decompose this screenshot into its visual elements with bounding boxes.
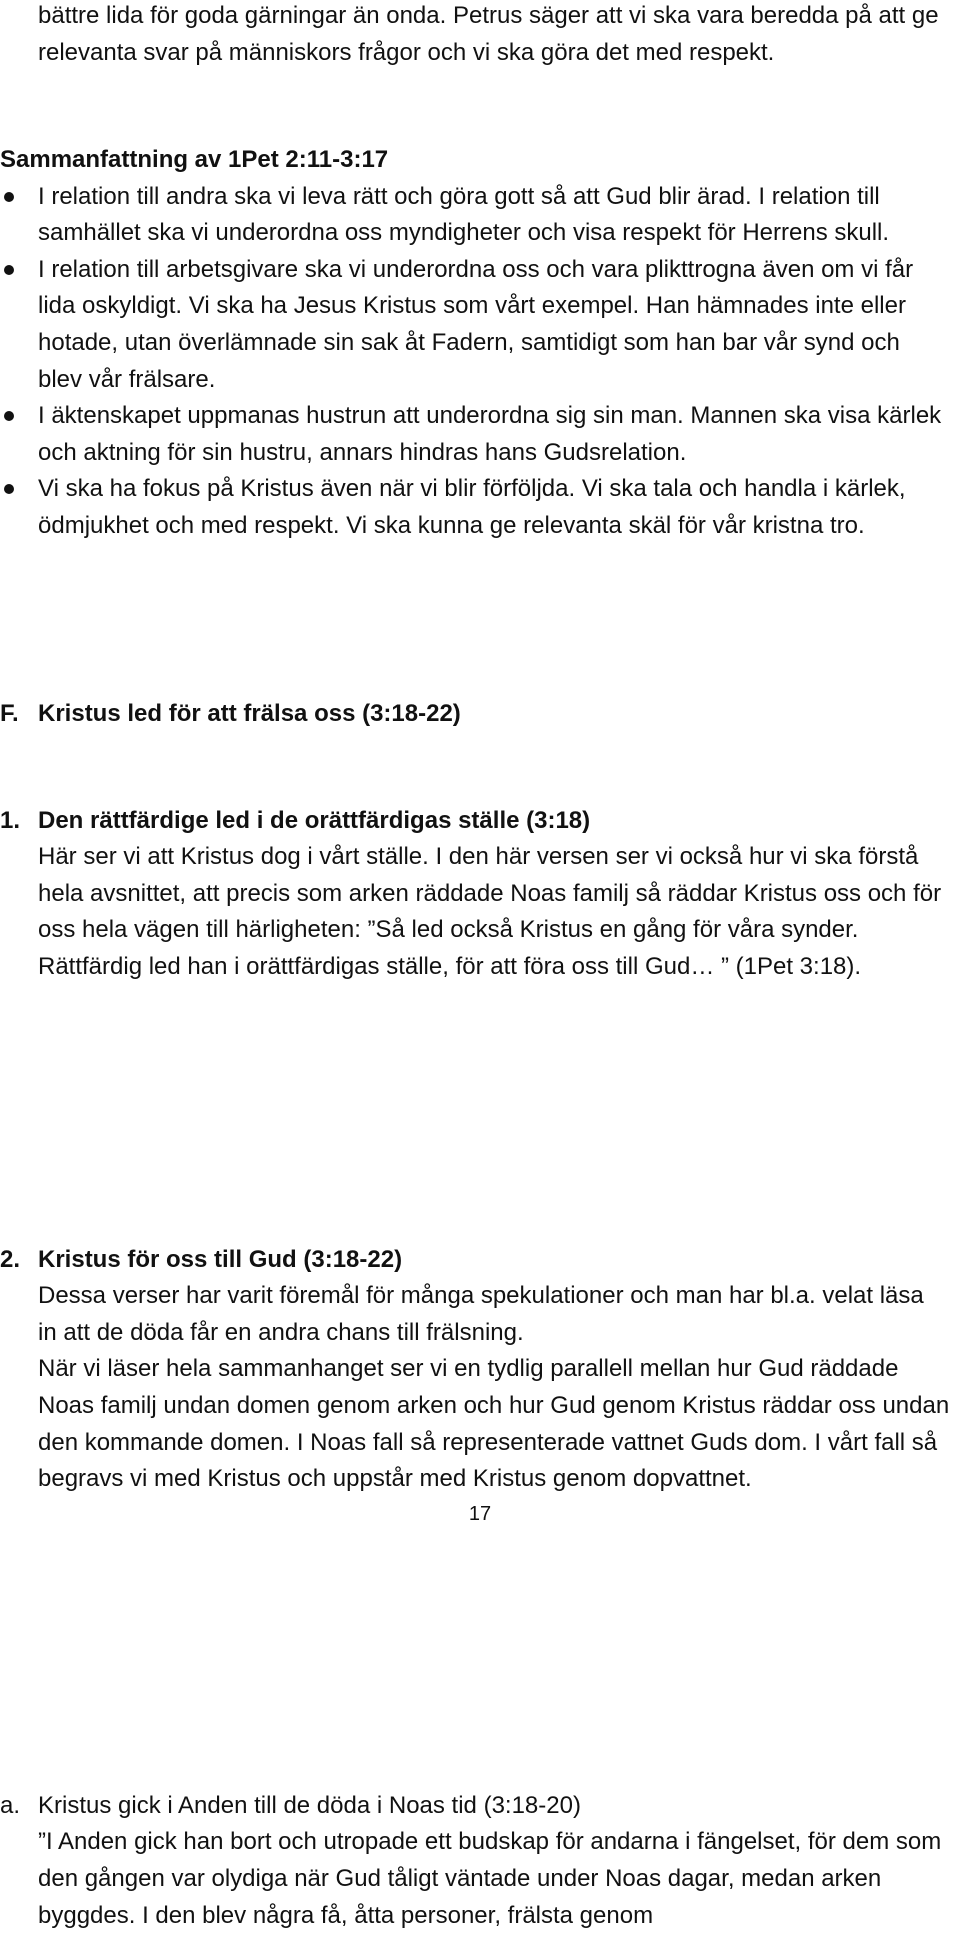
bullet-text: I relation till arbetsgivare ska vi underordna oss och vara plikttrogna även om vi får lida oskyldigt. Vi ska ha Jesus Kristus som vårt exempel. Han hämnades inte eller hotade, utan överlämnade sin sak åt Fadern, samtidigt som han bar vår synd och blev vår frälsare. — [38, 255, 914, 393]
summary-bullet — [0, 252, 960, 398]
bullet-text: I äktenskapet uppmanas hustrun att underordna sig sin man. Mannen ska visa kärlek och aktning för sin hustru, annars hindras hans Gudsrelation. — [38, 402, 942, 466]
item-body: ”I Anden gick han bort och utropade ett budskap för andarna i fängelset, för dem som den gången var olydiga när Gud tåligt väntade under Noas dagar, medan arken byggdes. I den blev några få, åtta personer, frälsta genom — [38, 1828, 942, 1929]
item-title: Kristus gick i Anden till de döda i Noas tid (3:18-20) — [38, 1791, 581, 1819]
intro-paragraph: bättre lida för goda gärningar än onda. Petrus säger att vi ska vara beredda på att ge relevanta svar på människors frågor och vi ska göra det med respekt. — [38, 2, 939, 66]
item-a — [0, 1788, 960, 1934]
item-marker: a. — [0, 1791, 21, 1819]
intro-section — [0, 0, 960, 71]
summary-bullet — [0, 179, 960, 252]
section-marker: F. — [0, 700, 19, 727]
summary-heading: Sammanfattning av 1Pet 2:11-3:17 — [0, 146, 389, 173]
item-body: Dessa verser har varit föremål för många spekulationer och man har bl.a. velat läsa in att de döda får en andra chans till frälsning. — [38, 1282, 924, 1346]
bullet-text: I relation till andra ska vi leva rätt och göra gott så att Gud blir ärad. I relation till samhället ska vi underordna oss myndigheter och visa respekt för Herrens skull. — [38, 182, 890, 247]
item-1 — [0, 803, 960, 986]
summary-bullet — [0, 471, 960, 544]
item-title: Den rättfärdige led i de orättfärdigas ställe (3:18) — [38, 806, 591, 834]
bullet-icon — [4, 192, 14, 202]
item-2 — [0, 1242, 960, 1498]
bullet-text: Vi ska ha fokus på Kristus även när vi blir förföljda. Vi ska tala och handla i kärlek, ödmjukhet och med respekt. Vi ska kunna ge relevanta skäl för vår kristna tro. — [38, 475, 906, 539]
item-title: Kristus för oss till Gud (3:18-22) — [38, 1245, 403, 1273]
item-body: Här ser vi att Kristus dog i vårt ställe. I den här versen ser vi också hur vi ska förstå hela avsnittet, att precis som arken räddade Noas familj så räddar Kristus oss och för oss hela vägen till härligheten: ”Så led också Kristus en gång för våra synder. Rättfärdig led han i orättfärdigas ställe, för att föra oss till Gud… ” (1Pet 3:18). — [38, 843, 942, 980]
item-marker: 1. — [0, 806, 21, 834]
summary-section — [0, 142, 960, 545]
page-number: 17 — [468, 1503, 492, 1525]
item-marker: 2. — [0, 1245, 21, 1273]
section-f — [0, 696, 960, 733]
summary-bullet — [0, 398, 960, 471]
section-title: Kristus led för att frälsa oss (3:18-22) — [38, 700, 461, 727]
bullet-icon — [4, 265, 14, 275]
item-body: När vi läser hela sammanhanget ser vi en tydlig parallell mellan hur Gud räddade Noas familj undan domen genom arken och hur Gud genom Kristus räddar oss undan den kommande domen. I Noas fall så representerade vattnet Guds dom. I vårt fall så begravs vi med Kristus och uppstår med Kristus genom dopvattnet. — [38, 1355, 950, 1493]
